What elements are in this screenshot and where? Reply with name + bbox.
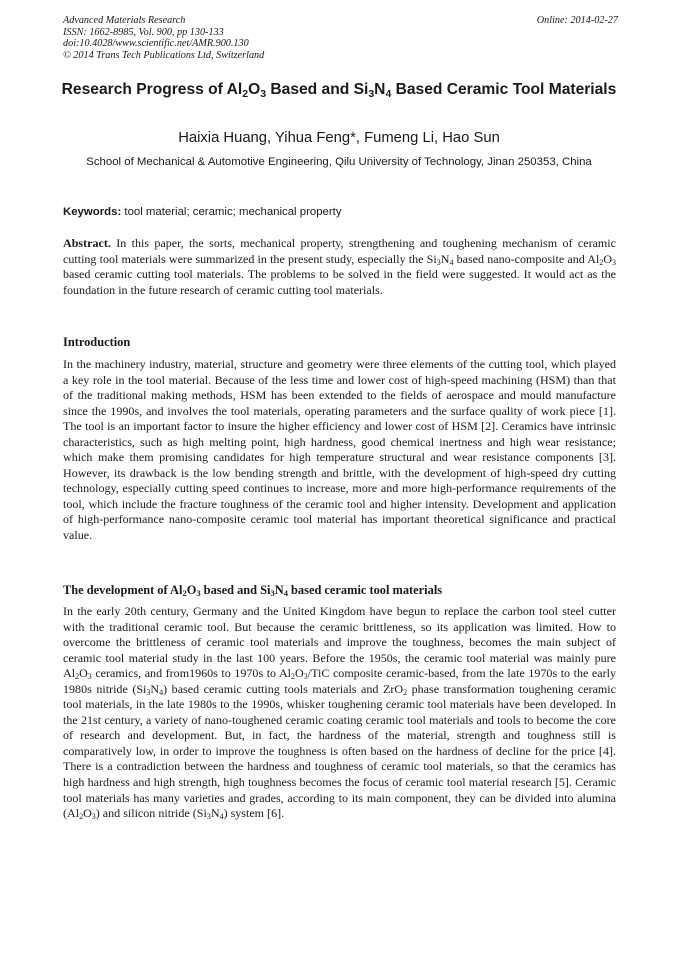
online-date: Online: 2014-02-27	[536, 15, 618, 26]
title-text: Based Ceramic Tool Materials	[391, 81, 617, 98]
body-text: ) and silicon nitride (Si	[95, 806, 207, 821]
subscript: 3	[303, 672, 308, 682]
body-text: In the early 20th century, Germany and the United Kingdom have begun to replace the carbon tool steel cutter with the traditional ceramic tool. But because the ceramic brittleness, so its application was limited. How to overcome the brittleness of ceramic tool materials and improve the toughness, becomes the main subject of ceramic tool material study in the last 100 years. Before the 1950s, the ceramic tool material was mainly pure Al	[63, 604, 616, 681]
keywords-text: tool material; ceramic; mechanical property	[121, 206, 342, 218]
abstract-label: Abstract.	[63, 236, 111, 250]
subscript: 3	[270, 588, 275, 598]
subscript: 2	[79, 812, 84, 822]
title-subscript: 2	[242, 88, 249, 100]
body-text: N	[210, 806, 220, 821]
abstract-text: N	[440, 251, 450, 266]
title-text: Based and Si	[266, 81, 369, 98]
heading-text: based ceramic tool materials	[287, 583, 443, 597]
introduction-paragraph: In the machinery industry, material, structure and geometry were three elements of the cutting tool, which played a key role in the tool material. Because of the less time and lower cost of high-speed machining (HSM) than that of the traditional making methods, HSM has been extended to the fields of aerospace and mould manufacture since the 1990s, and involves the tool materials, operating parameters and the surface quality of work piece [1]. The tool is an important factor to insure the higher efficiency and lower cost of HSM [2]. Ceramics have intrinsic characteristics, such as high melting point, high hardness, good chemical inertness and high wear resistance; which make them promising candidates for high temperature structural and wear resistance components [3]. However, its drawback is the low bending strength and brittle, with the development of high-speed dry cutting technology, especially cutting speed continues to increase, more and more high-performance requirements of the tool, which include the fracture toughness of the ceramic tool and higher intensity. Development and application of high-performance nano-composite ceramic tool material has important theoretical significance and practical value.	[63, 357, 616, 543]
abstract-text: based ceramic cutting tool materials. The problems to be solved in the field were suggested. It would act as the foundation in the future research of ceramic cutting tool materials.	[63, 267, 616, 297]
subscript: 3	[146, 687, 151, 697]
subscript: 2	[291, 672, 296, 682]
body-text: ) based ceramic cutting tools materials and ZrO	[163, 681, 404, 696]
subscript: 2	[403, 687, 408, 697]
author-list: Haixia Huang, Yihua Feng*, Fumeng Li, Hao Sun	[178, 130, 500, 146]
title-subscript: 4	[385, 88, 392, 100]
subscript: 3	[91, 812, 96, 822]
subscript: 4	[159, 687, 164, 697]
body-text: phase transformation toughening ceramic tool materials, in the late 1980s to the 1990s, whisker toughening ceramic tool materials have been developed. In the 21st century, a variety of nano-toughened ceramic coating ceramic tool materials and tools to become the core of research and development. But, in fact, the hardness of the material, strength and toughness still is comparatively low, in order to improve the toughness is often based on the hardness of decline for the price [4]. There is a contradiction between the hardness and toughness of ceramic tool materials, so that the ceramics has high hardness and high strength, high toughness becomes the focus of ceramic tool material research [5]. Ceramic tool materials has many varieties and grades, according to its main component, they can be divided into alumina (Al	[63, 681, 616, 821]
body-text: O	[79, 666, 88, 681]
keywords	[63, 205, 619, 220]
body-text: O	[83, 806, 92, 821]
body-text: N	[150, 681, 160, 696]
journal-info	[63, 15, 618, 61]
heading-text: N	[274, 583, 284, 597]
section-heading-development	[63, 582, 616, 598]
subscript: 4	[449, 257, 454, 267]
copyright: © 2014 Trans Tech Publications Ltd, Switzerland	[63, 49, 265, 61]
paper-title	[60, 80, 618, 99]
subscript: 2	[75, 672, 80, 682]
subscript: 4	[283, 588, 288, 598]
issn: ISSN: 1662-8985, Vol. 900, pp 130-133	[63, 26, 224, 38]
body-text: ceramics, and from1960s to 1970s to Al	[91, 666, 292, 681]
title-text: O	[248, 81, 261, 98]
subscript: 3	[196, 588, 201, 598]
abstract-text: based nano-composite and Al	[453, 251, 600, 266]
heading-text: based and Si	[200, 583, 271, 597]
doi: doi:10.4028/www.scientific.net/AMR.900.130	[63, 38, 249, 50]
body-text: ) system [6].	[223, 806, 285, 821]
body-text: /TiC composite ceramic-based, from the late 1970s to the early 1980s nitride (Si	[63, 666, 616, 696]
subscript: 3	[206, 812, 211, 822]
subscript: 3	[87, 672, 92, 682]
title-text: Research Progress of Al	[61, 81, 243, 98]
keywords-label: Keywords:	[63, 206, 122, 218]
section-heading-introduction: Introduction	[63, 335, 131, 349]
abstract-text: In this paper, the sorts, mechanical property, strengthening and toughening mechanism of ceramic cutting tool materials were summarized in the present study, especially the Si	[63, 236, 616, 266]
abstract-text: O	[603, 251, 613, 266]
affiliation: School of Mechanical & Automotive Engineering, Qilu University of Technology, Jinan 250353, China	[86, 156, 592, 168]
body-text: O	[295, 666, 304, 681]
subscript: 3	[612, 257, 617, 267]
abstract	[63, 236, 616, 298]
heading-text: The development of Al	[63, 583, 183, 597]
journal-name: Advanced Materials Research	[63, 15, 186, 26]
subscript: 2	[599, 257, 604, 267]
title-subscript: 3	[368, 88, 375, 100]
title-subscript: 3	[260, 88, 267, 100]
subscript: 3	[436, 257, 441, 267]
title-text: N	[374, 81, 386, 98]
subscript: 4	[219, 812, 224, 822]
journal-header	[63, 15, 618, 61]
heading-text: O	[186, 583, 197, 597]
development-paragraph	[63, 604, 616, 822]
subscript: 2	[182, 588, 187, 598]
